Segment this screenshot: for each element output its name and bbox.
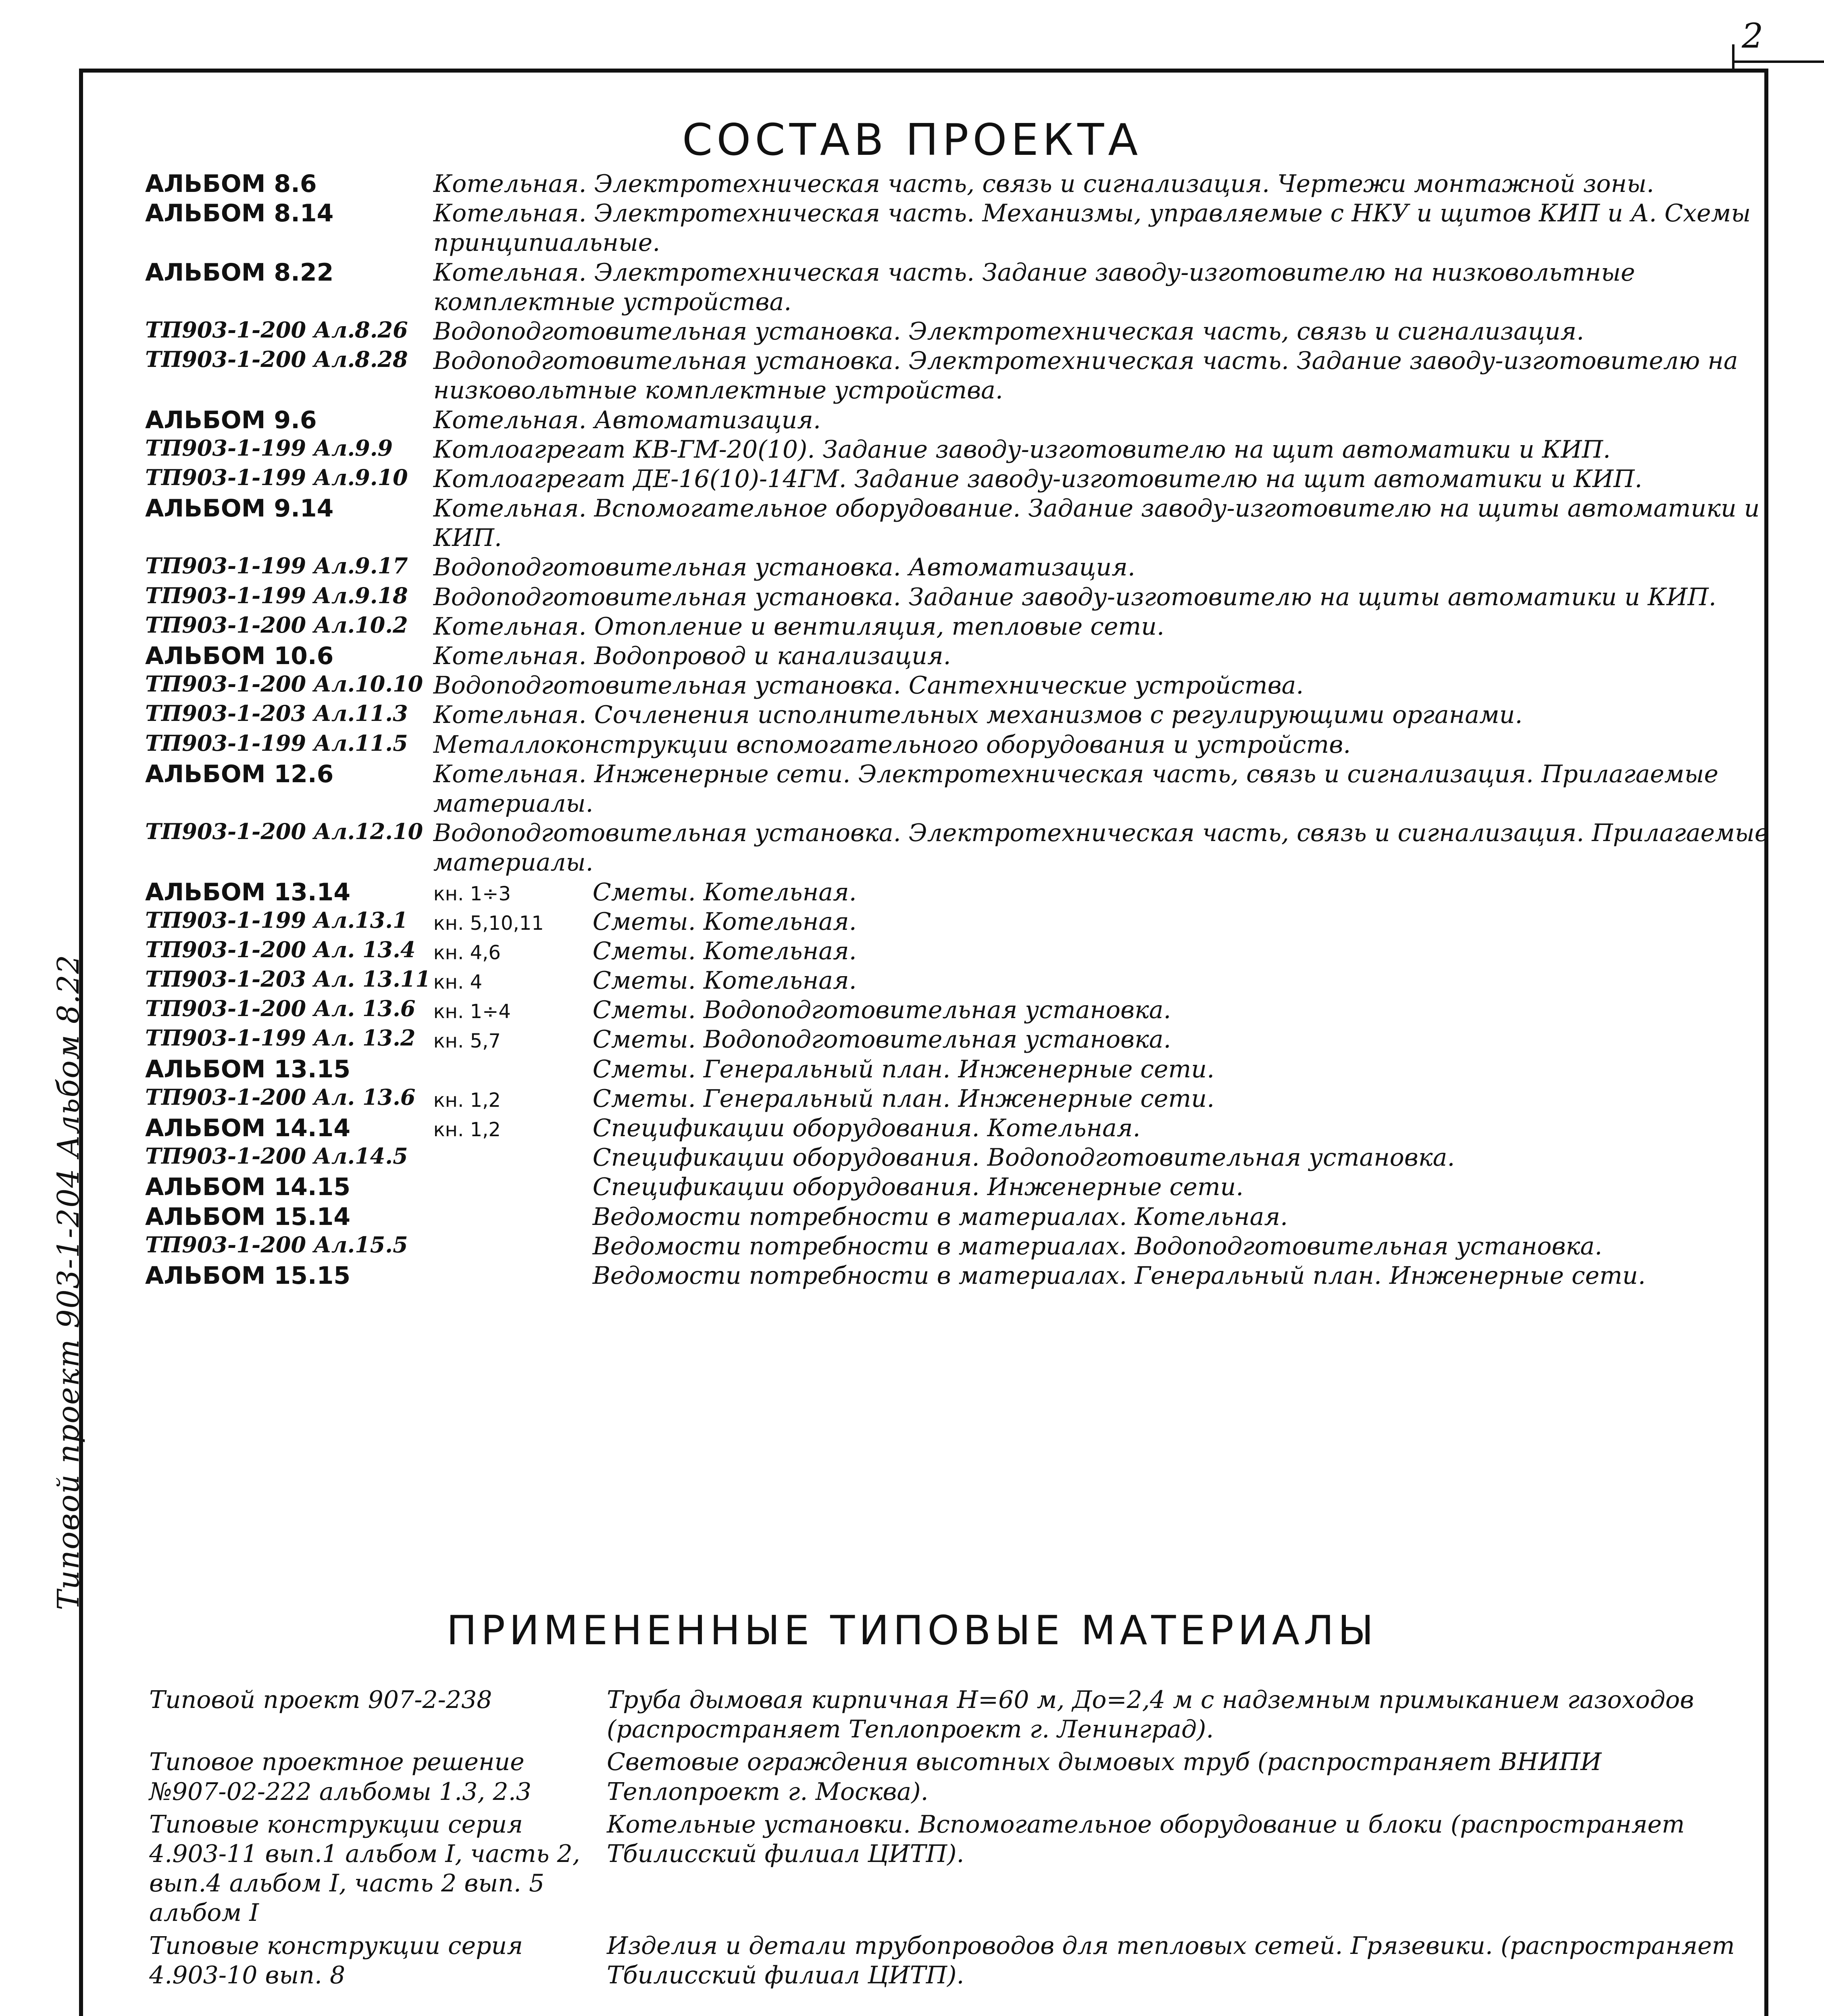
- album-description-cell: [433, 1261, 1824, 1291]
- book-numbers: кн. 1÷4: [433, 1000, 511, 1023]
- album-description-cell: [433, 937, 1824, 966]
- composition-row: [145, 700, 1824, 730]
- album-description: Водоподготовительная установка. Электротехническая часть, связь и сигнализация.: [433, 317, 1585, 346]
- album-code: ТП903-1-199 Ал.11.5: [145, 730, 408, 756]
- album-description: Котельная. Электротехническая часть. Механизмы, управляемые с НКУ и щитов КИП и А. Схемы принципиальные.: [433, 199, 1751, 257]
- album-code: ТП903-1-199 Ал.9.17: [145, 553, 408, 579]
- composition-row: [145, 583, 1824, 612]
- book-numbers: кн. 1,2: [433, 1118, 501, 1141]
- composition-row: [145, 641, 1824, 671]
- album-description: Водоподготовительная установка. Сантехнические устройства.: [433, 671, 1304, 700]
- sidebar-project-label: Типовой проект 903-1-204 Альбом 8.22: [51, 954, 86, 1610]
- composition-row: [145, 937, 1824, 966]
- composition-row: [145, 553, 1824, 582]
- composition-row: [145, 818, 1824, 877]
- material-row: [149, 1810, 1736, 1931]
- material-code: Типовое проектное решение №907-02-222 альбомы 1.3, 2.3: [149, 1748, 531, 1806]
- album-description-cell: [433, 464, 1824, 494]
- composition-row: [145, 1055, 1824, 1084]
- album-description-cell: [433, 1084, 1824, 1114]
- composition-row: [145, 1261, 1824, 1291]
- album-description: Металлоконструкции вспомогательного оборудования и устройств.: [433, 730, 1351, 759]
- album-description-cell: [433, 730, 1824, 760]
- album-code: ТП903-1-203 Ал.11.3: [145, 700, 408, 727]
- composition-table: [145, 169, 1824, 1291]
- album-description: Ведомости потребности в материалах. Генеральный план. Инженерные сети.: [592, 1261, 1646, 1290]
- album-description-cell: [433, 612, 1824, 641]
- album-code: ТП903-1-200 Ал.8.26: [145, 317, 408, 343]
- album-description: Сметы. Водоподготовительная установка.: [592, 996, 1171, 1025]
- album-description-cell: [433, 317, 1824, 346]
- page-number: 2: [1742, 16, 1764, 56]
- album-description: Сметы. Водоподготовительная установка.: [592, 1025, 1171, 1054]
- album-code: АЛЬБОМ 9.14: [145, 494, 334, 523]
- album-code: АЛЬБОМ 8.22: [145, 258, 334, 287]
- album-description: Водоподготовительная установка. Задание заводу-изготовителю на щиты автоматики и КИП.: [433, 583, 1716, 611]
- album-description: Котлоагрегат КВ-ГМ-20(10). Задание заводу-изготовителю на щит автоматики и КИП.: [433, 435, 1611, 464]
- album-description: Водоподготовительная установка. Автоматизация.: [433, 553, 1135, 582]
- composition-row: [145, 996, 1824, 1025]
- album-description-cell: [433, 494, 1824, 553]
- book-numbers: кн. 4,6: [433, 941, 501, 964]
- album-description-cell: [433, 1173, 1824, 1202]
- materials-table: [149, 1685, 1736, 1993]
- album-description-cell: [433, 169, 1824, 199]
- composition-row: [145, 1143, 1824, 1173]
- album-description: Сметы. Генеральный план. Инженерные сети.: [592, 1055, 1215, 1083]
- album-code: АЛЬБОМ 14.14: [145, 1114, 351, 1142]
- material-row: [149, 1747, 1736, 1810]
- album-description-cell: [433, 760, 1824, 818]
- album-code: АЛЬБОМ 8.14: [145, 199, 334, 228]
- album-description-cell: [433, 671, 1824, 700]
- album-description-cell: [433, 583, 1824, 612]
- composition-row: [145, 258, 1824, 317]
- album-description: Сметы. Котельная.: [592, 937, 857, 965]
- album-description-cell: [433, 406, 1824, 435]
- composition-row: [145, 317, 1824, 346]
- album-description: Котельная. Водопровод и канализация.: [433, 642, 951, 670]
- material-description: Котельные установки. Вспомогательное оборудование и блоки (распространяет Тбилисский филиал ЦИТП).: [607, 1810, 1685, 1868]
- album-description-cell: [433, 700, 1824, 730]
- album-description-cell: [433, 1232, 1824, 1261]
- album-description-cell: [433, 1055, 1824, 1084]
- book-numbers: кн. 4: [433, 971, 483, 994]
- composition-row: [145, 878, 1824, 907]
- album-description: Котельная. Сочленения исполнительных механизмов с регулирующими органами.: [433, 701, 1523, 729]
- composition-row: [145, 494, 1824, 553]
- album-code: ТП903-1-200 Ал. 13.6: [145, 996, 416, 1022]
- album-description-cell: [433, 641, 1824, 671]
- album-code: ТП903-1-200 Ал. 13.6: [145, 1084, 416, 1110]
- album-description-cell: [433, 553, 1824, 582]
- material-description: Световые ограждения высотных дымовых труб (распространяет ВНИПИ Теплопроект г. Москва).: [607, 1748, 1602, 1806]
- album-code: ТП903-1-200 Ал.10.10: [145, 671, 423, 697]
- album-code: АЛЬБОМ 15.14: [145, 1202, 351, 1231]
- album-description: Котельная. Инженерные сети. Электротехническая часть, связь и сигнализация. Прилагаемые материалы.: [433, 760, 1719, 818]
- album-code: ТП903-1-199 Ал. 13.2: [145, 1025, 416, 1051]
- album-code: АЛЬБОМ 9.6: [145, 406, 317, 434]
- album-description: Спецификации оборудования. Водоподготовительная установка.: [592, 1143, 1455, 1172]
- album-description-cell: [433, 1143, 1824, 1173]
- album-description-cell: [433, 1025, 1824, 1054]
- book-numbers: кн. 1,2: [433, 1089, 501, 1112]
- album-description-cell: [433, 435, 1824, 464]
- album-code: ТП903-1-200 Ал.15.5: [145, 1231, 408, 1258]
- composition-row: [145, 1114, 1824, 1143]
- page-title: СОСТАВ ПРОЕКТА: [682, 115, 1142, 165]
- album-code: ТП903-1-199 Ал.9.18: [145, 582, 408, 608]
- album-description: Водоподготовительная установка. Электротехническая часть. Задание заводу-изготовителю на низковольтные комплектные устройства.: [433, 347, 1738, 405]
- album-description-cell: [433, 966, 1824, 996]
- composition-row: [145, 1202, 1824, 1232]
- album-description-cell: [433, 907, 1824, 937]
- album-code: ТП903-1-200 Ал. 13.4: [145, 936, 416, 962]
- album-code: АЛЬБОМ 10.6: [145, 642, 334, 670]
- album-description: Сметы. Котельная.: [592, 878, 857, 906]
- album-description-cell: [433, 199, 1824, 258]
- album-description: Котельная. Электротехническая часть. Задание заводу-изготовителю на низковольтные комплектные устройства.: [433, 258, 1635, 316]
- album-code: АЛЬБОМ 15.15: [145, 1261, 351, 1290]
- album-code: АЛЬБОМ 14.15: [145, 1173, 351, 1202]
- album-description: Котельная. Электротехническая часть, связь и сигнализация. Чертежи монтажной зоны.: [433, 170, 1654, 198]
- page-number-underline: [1734, 60, 1824, 63]
- material-description: Труба дымовая кирпичная Н=60 м, До=2,4 м с надземным примыканием газоходов (распространяет Теплопроект г. Ленинград).: [607, 1686, 1694, 1744]
- material-description: Изделия и детали трубопроводов для тепловых сетей. Грязевики. (распространяет Тбилисский филиал ЦИТП).: [607, 1931, 1735, 1989]
- album-description: Сметы. Генеральный план. Инженерные сети.: [592, 1084, 1215, 1113]
- composition-row: [145, 199, 1824, 258]
- album-code: АЛЬБОМ 12.6: [145, 760, 334, 788]
- album-code: АЛЬБОМ 13.14: [145, 878, 351, 906]
- album-description-cell: [433, 346, 1824, 405]
- book-numbers: кн. 5,10,11: [433, 912, 544, 935]
- album-description: Сметы. Котельная.: [592, 966, 857, 995]
- album-code: ТП903-1-200 Ал.14.5: [145, 1143, 408, 1169]
- book-numbers: кн. 1÷3: [433, 882, 511, 905]
- album-code: ТП903-1-200 Ал.10.2: [145, 612, 408, 638]
- album-description: Котлоагрегат ДЕ-16(10)-14ГМ. Задание заводу-изготовителю на щит автоматики и КИП.: [433, 464, 1643, 493]
- album-description-cell: [433, 878, 1824, 907]
- composition-row: [145, 1084, 1824, 1114]
- album-description-cell: [433, 818, 1824, 877]
- album-description: Ведомости потребности в материалах. Котельная.: [592, 1202, 1288, 1231]
- album-description: Сметы. Котельная.: [592, 907, 857, 936]
- album-description: Спецификации оборудования. Инженерные сети.: [592, 1173, 1244, 1202]
- album-description-cell: [433, 1114, 1824, 1143]
- album-description-cell: [433, 258, 1824, 317]
- book-numbers: кн. 5,7: [433, 1030, 501, 1053]
- composition-row: [145, 346, 1824, 405]
- page-number-tick: [1732, 44, 1734, 69]
- composition-row: [145, 671, 1824, 700]
- composition-row: [145, 612, 1824, 641]
- composition-row: [145, 464, 1824, 494]
- album-description: Спецификации оборудования. Котельная.: [592, 1114, 1141, 1142]
- album-code: ТП903-1-200 Ал.12.10: [145, 818, 423, 845]
- album-description-cell: [433, 1202, 1824, 1232]
- album-code: АЛЬБОМ 13.15: [145, 1055, 351, 1083]
- composition-row: [145, 406, 1824, 435]
- composition-row: [145, 760, 1824, 818]
- material-code: Типовые конструкции серия 4.903-10 вып. 8: [149, 1931, 523, 1989]
- composition-row: [145, 966, 1824, 996]
- composition-row: [145, 730, 1824, 760]
- composition-row: [145, 1025, 1824, 1054]
- album-description: Котельная. Отопление и вентиляция, тепловые сети.: [433, 612, 1164, 641]
- album-code: ТП903-1-200 Ал.8.28: [145, 346, 408, 373]
- album-description: Ведомости потребности в материалах. Водоподготовительная установка.: [592, 1232, 1603, 1260]
- material-row: [149, 1931, 1736, 1993]
- album-code: ТП903-1-199 Ал.13.1: [145, 907, 408, 933]
- material-row: [149, 1685, 1736, 1747]
- album-description-cell: [433, 996, 1824, 1025]
- material-code: Типовой проект 907-2-238: [149, 1686, 492, 1714]
- album-code: АЛЬБОМ 8.6: [145, 170, 317, 198]
- album-code: ТП903-1-203 Ал. 13.11: [145, 966, 431, 992]
- composition-row: [145, 907, 1824, 937]
- album-description: Котельная. Автоматизация.: [433, 406, 821, 434]
- composition-row: [145, 435, 1824, 464]
- composition-row: [145, 169, 1824, 199]
- composition-row: [145, 1173, 1824, 1202]
- album-description: Водоподготовительная установка. Электротехническая часть, связь и сигнализация. Прилагаемые материалы.: [433, 819, 1769, 877]
- materials-title: ПРИМЕНЕННЫЕ ТИПОВЫЕ МАТЕРИАЛЫ: [446, 1607, 1378, 1654]
- album-code: ТП903-1-199 Ал.9.10: [145, 464, 408, 490]
- composition-row: [145, 1232, 1824, 1261]
- album-code: ТП903-1-199 Ал.9.9: [145, 435, 393, 461]
- material-code: Типовые конструкции серия 4.903-11 вып.1 альбом I, часть 2, вып.4 альбом I, часть 2 вып. 5 альбом I: [149, 1810, 580, 1927]
- album-description: Котельная. Вспомогательное оборудование. Задание заводу-изготовителю на щиты автоматики и КИП.: [433, 494, 1760, 552]
